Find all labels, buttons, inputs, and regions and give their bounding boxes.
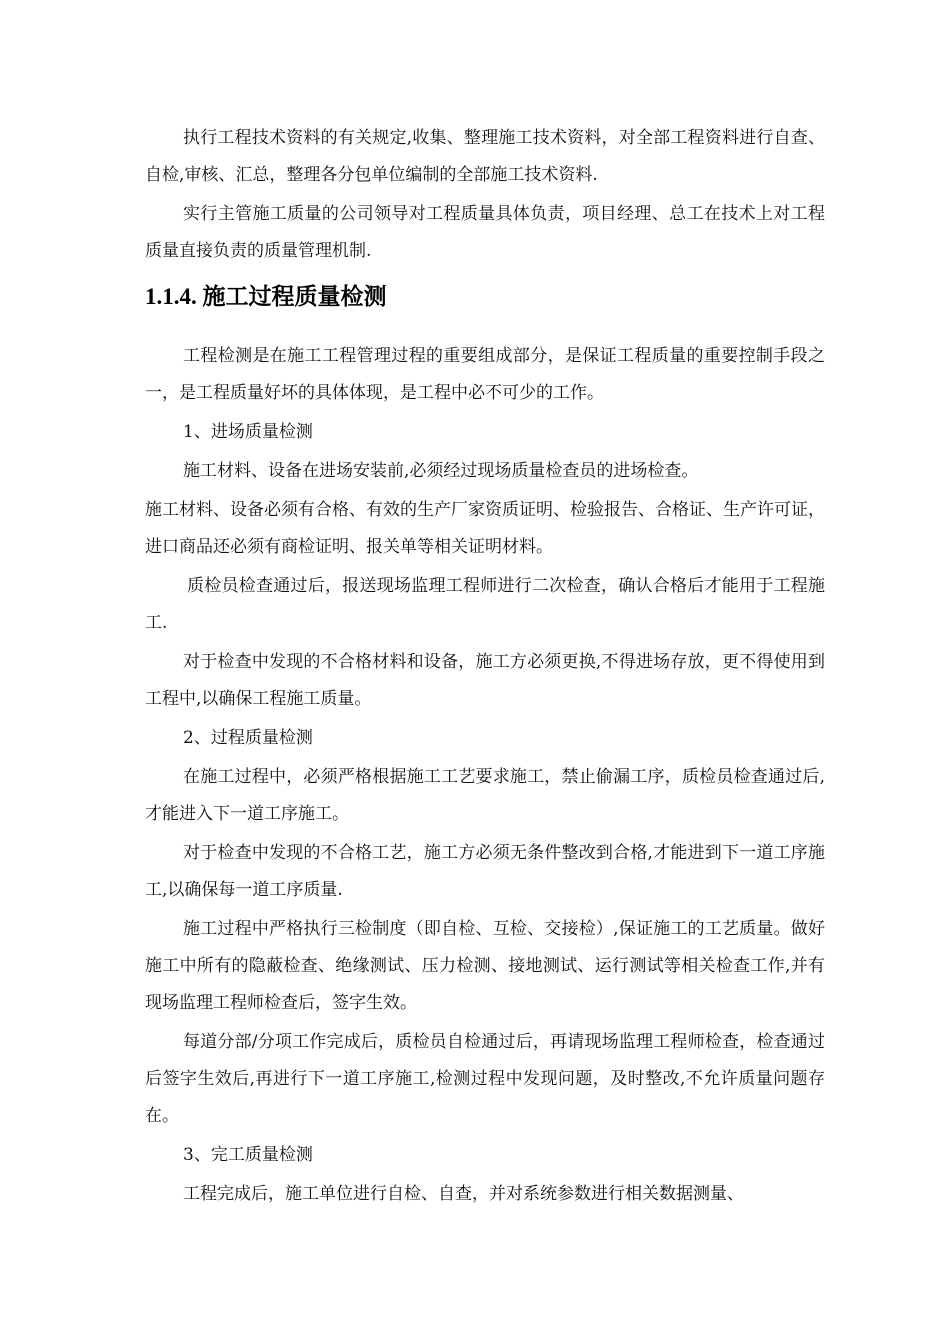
paragraph-process-1: 在施工过程中，必须严格根据施工工艺要求施工，禁止偷漏工序，质检员检查通过后,才能进入下一道工序施工。 [145,767,825,824]
paragraph-incoming-3: 质检员检查通过后，报送现场监理工程师进行二次检查，确认合格后才能用于工程施工. [145,576,825,633]
subheading-incoming-inspection: 1、进场质量检测 [183,422,313,442]
subheading-process-inspection: 2、过程质量检测 [183,728,313,748]
paragraph-process-2: 对于检查中发现的不合格工艺，施工方必须无条件整改到合格,才能进到下一道工序施工,以确保每一道工序质量. [145,843,825,900]
paragraph-incoming-2: 施工材料、设备必须有合格、有效的生产厂家资质证明、检验报告、合格证、生产许可证，进口商品还必须有商检证明、报关单等相关证明材料。 [145,500,825,557]
paragraph-incoming-1: 施工材料、设备在进场安装前,必须经过现场质量检查员的进场检查。 [183,461,699,481]
paragraph-intro: 工程检测是在施工工程管理过程的重要组成部分，是保证工程质量的重要控制手段之一，是工程质量好坏的具体体现，是工程中必不可少的工作。 [145,346,825,403]
paragraph-incoming-4: 对于检查中发现的不合格材料和设备，施工方必须更换,不得进场存放，更不得使用到工程中,以确保工程施工质量。 [145,652,825,709]
paragraph-quality-responsibility: 实行主管施工质量的公司领导对工程质量具体负责，项目经理、总工在技术上对工程质量直接负责的质量管理机制. [145,204,825,261]
paragraph-technical-records: 执行工程技术资料的有关规定,收集、整理施工技术资料，对全部工程资料进行自查、自检,审核、汇总，整理各分包单位编制的全部施工技术资料. [145,128,825,185]
paragraph-completion-1: 工程完成后，施工单位进行自检、自查，并对系统参数进行相关数据测量、 [183,1184,744,1204]
paragraph-process-3: 施工过程中严格执行三检制度（即自检、互检、交接检）,保证施工的工艺质量。做好施工中所有的隐蔽检查、绝缘测试、压力检测、接地测试、运行测试等相关检查工作,并有现场监理工程师检查后，签字生效。 [145,919,825,1013]
subheading-completion-inspection: 3、完工质量检测 [183,1145,313,1165]
section-heading: 1.1.4. 施工过程质量检测 [145,284,387,309]
paragraph-process-4: 每道分部/分项工作完成后，质检员自检通过后，再请现场监理工程师检查，检查通过后签字生效后,再进行下一道工序施工,检测过程中发现问题，及时整改,不允许质量问题存在。 [145,1032,825,1126]
document-body [145,120,825,1215]
